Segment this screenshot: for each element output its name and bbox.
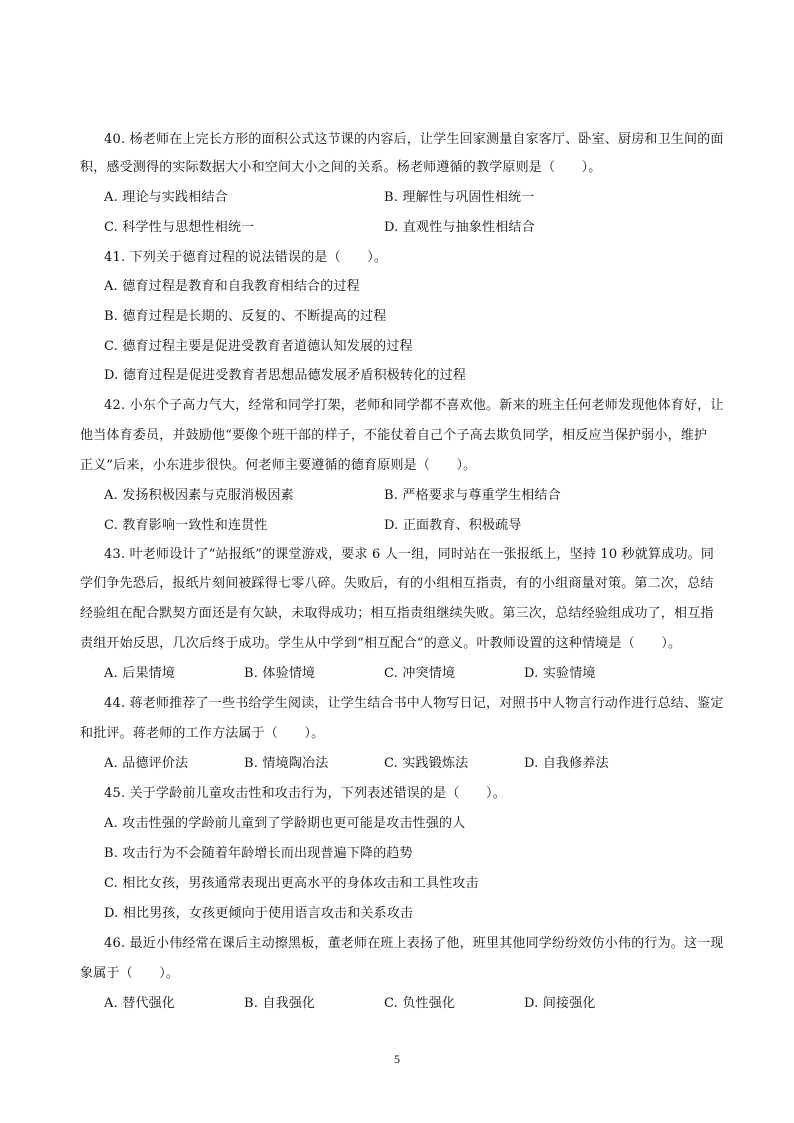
q44-option-a: A. 品德评价法 xyxy=(104,756,189,771)
q42-option-d: D. 正面教育、积极疏导 xyxy=(384,518,522,533)
q46-option-b: B. 自我强化 xyxy=(244,996,316,1011)
q41-option-a: A. 德育过程是教育和自我教育相结合的过程 xyxy=(104,279,360,294)
q45-option-c: C. 相比女孩，男孩通常表现出更高水平的身体攻击和工具性攻击 xyxy=(104,876,479,891)
q42-stem-line2: 他当体育委员，并鼓励他“要像个班干部的样子，不能仗着自己个子高去欺负同学，相反应当保护弱小，维护 xyxy=(80,428,708,443)
q40-stem-line1: 40. 杨老师在上完长方形的面积公式这节课的内容后，让学生回家测量自家客厅、卧室、厨房和卫生间的面 xyxy=(104,132,724,147)
q42-option-b: B. 严格要求与尊重学生相结合 xyxy=(384,488,561,503)
q42-option-c: C. 教育影响一致性和连贯性 xyxy=(104,518,268,533)
q46-option-a: A. 替代强化 xyxy=(104,996,176,1011)
q45-option-b: B. 攻击行为不会随着年龄增长而出现普遍下降的趋势 xyxy=(104,846,413,861)
q41-option-c: C. 德育过程主要是促进受教育者道德认知发展的过程 xyxy=(104,339,413,354)
q44-option-b: B. 情境陶冶法 xyxy=(244,756,329,771)
q45-option-d: D. 相比男孩，女孩更倾向于使用语言攻击和关系攻击 xyxy=(104,906,414,921)
q44-stem-line1: 44. 蒋老师推荐了一些书给学生阅读，让学生结合书中人物写日记，对照书中人物言行动作进行总结、鉴定 xyxy=(104,696,724,711)
q41-option-d: D. 德育过程是促进受教育者思想品德发展矛盾积极转化的过程 xyxy=(104,368,467,383)
q46-option-c: C. 负性强化 xyxy=(384,996,456,1011)
page-number: 5 xyxy=(394,1052,400,1066)
q42-stem-line3: 正义”后来，小东进步很快。何老师主要遵循的德育原则是（ ）。 xyxy=(80,458,477,473)
q44-stem-line2: 和批评。蒋老师的工作方法属于（ ）。 xyxy=(80,726,325,741)
q45-stem: 45. 关于学龄前儿童攻击性和攻击行为，下列表述错误的是（ ）。 xyxy=(104,786,506,801)
q43-option-d: D. 实验情境 xyxy=(524,666,596,681)
q46-option-d: D. 间接强化 xyxy=(524,996,596,1011)
q43-stem-line2: 学们争先恐后，报纸片刻间被踩得七零八碎。失败后，有的小组相互指责，有的小组商量对策。第二次，总结 xyxy=(80,576,714,591)
q42-stem-line1: 42. 小东个子高力气大，经常和同学打架，老师和同学都不喜欢他。新来的班主任何老师发现他体育好，让 xyxy=(104,398,724,413)
q46-stem-line1: 46. 最近小伟经常在课后主动擦黑板，董老师在班上表扬了他，班里其他同学纷纷效仿小伟的行为。这一现 xyxy=(104,936,724,951)
q41-stem: 41. 下列关于德育过程的说法错误的是（ ）。 xyxy=(104,250,388,265)
q41-option-b: B. 德育过程是长期的、反复的、不断提高的过程 xyxy=(104,309,387,324)
q40-option-a: A. 理论与实践相结合 xyxy=(104,190,228,205)
q43-stem-line4: 责组开始反思，几次后终于成功。学生从中学到“相互配合”的意义。叶教师设置的这种情境是（ ）。 xyxy=(80,636,682,651)
q43-option-b: B. 体验情境 xyxy=(244,666,316,681)
q43-option-a: A. 后果情境 xyxy=(104,666,176,681)
q44-option-c: C. 实践锻炼法 xyxy=(384,756,469,771)
q40-option-b: B. 理解性与巩固性相统一 xyxy=(384,190,535,205)
q40-option-d: D. 直观性与抽象性相结合 xyxy=(384,220,535,235)
q46-stem-line2: 象属于（ ）。 xyxy=(80,966,180,981)
q42-option-a: A. 发扬积极因素与克服消极因素 xyxy=(104,488,294,503)
q43-option-c: C. 冲突情境 xyxy=(384,666,456,681)
q43-stem-line1: 43. 叶老师设计了“站报纸”的课堂游戏，要求 6 人一组，同时站在一张报纸上，坚持 10 秒就算成功。同 xyxy=(104,547,715,562)
q43-stem-line3: 经验组在配合默契方面还是有欠缺，未取得成功；相互指责组继续失败。第三次，总结经验组成功了，相互指 xyxy=(80,606,714,621)
q45-option-a: A. 攻击性强的学龄前儿童到了学龄期也更可能是攻击性强的人 xyxy=(104,816,466,831)
q40-stem-line2: 积，感受测得的实际数据大小和空间大小之间的关系。杨老师遵循的教学原则是（ ）。 xyxy=(80,160,602,175)
q44-option-d: D. 自我修养法 xyxy=(524,756,609,771)
q40-option-c: C. 科学性与思想性相统一 xyxy=(104,220,255,235)
